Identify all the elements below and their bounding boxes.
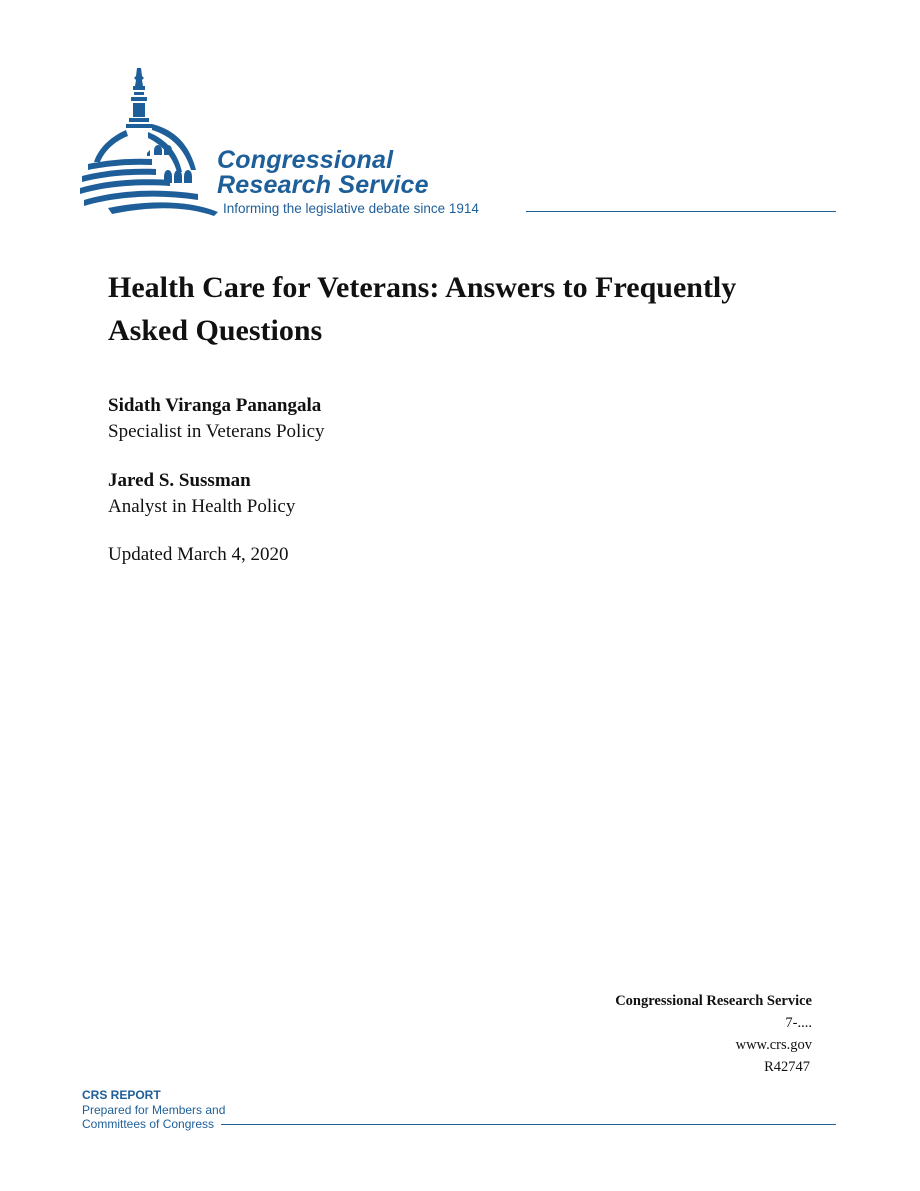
footer-rule: [221, 1124, 836, 1125]
logo-org-name-line1: Congressional: [217, 146, 394, 174]
footer: [82, 1088, 225, 1131]
author-role: Specialist in Veterans Policy: [108, 421, 325, 442]
info-org-name: Congressional Research Service: [615, 993, 812, 1009]
info-website-link[interactable]: www.crs.gov: [735, 1037, 812, 1053]
header-rule: [526, 211, 836, 212]
author-name: Jared S. Sussman: [108, 470, 251, 491]
author-role: Analyst in Health Policy: [108, 496, 296, 517]
report-number: R42747: [764, 1059, 810, 1075]
capitol-dome-icon: [78, 66, 228, 218]
report-title: Health Care for Veterans: Answers to Frequently Asked Questions: [108, 271, 737, 347]
info-block: [492, 990, 812, 1078]
footer-line2: Committees of Congress: [82, 1117, 215, 1131]
logo-org-name-line2: Research Service: [217, 171, 429, 199]
author-name: Sidath Viranga Panangala: [108, 395, 322, 416]
footer-line1: Prepared for Members and: [82, 1103, 226, 1117]
author-block: [108, 393, 325, 445]
info-phone: 7-....: [785, 1015, 812, 1031]
author-block: [108, 468, 295, 520]
footer-label: CRS REPORT: [82, 1088, 161, 1102]
logo-tagline: Informing the legislative debate since 1914: [223, 201, 479, 216]
updated-date: Updated March 4, 2020: [108, 544, 289, 565]
